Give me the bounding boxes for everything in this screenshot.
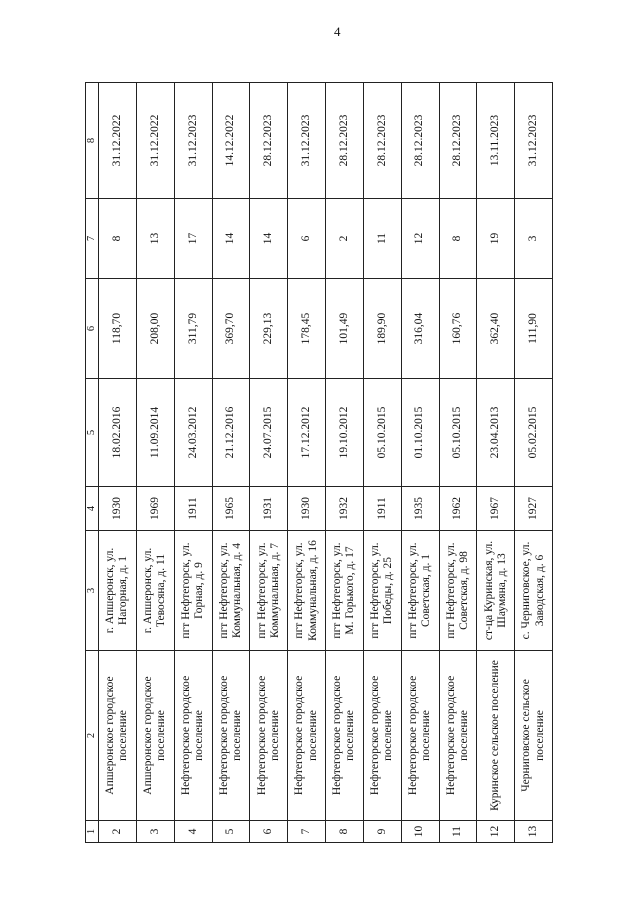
year-built-cell: 1927 <box>515 487 553 531</box>
row-number-cell: 2 <box>99 821 137 843</box>
resettlement-date-cell: 28.12.2023 <box>363 83 401 199</box>
table-header-row <box>86 83 99 843</box>
resettlement-date-cell: 28.12.2023 <box>439 83 477 199</box>
settlement-cell: Нефтегорское городское поселение <box>250 651 288 821</box>
address-cell: ст-ца Куринская, ул. Шаумяна, д. 13 <box>477 531 515 651</box>
area-cell: 189,90 <box>363 279 401 379</box>
year-built-cell: 1932 <box>326 487 364 531</box>
settlement-cell: Апшеронское городское поселение <box>99 651 137 821</box>
page-number: 4 <box>334 24 341 39</box>
area-cell: 362,40 <box>477 279 515 379</box>
settlement-cell: Нефтегорское городское поселение <box>439 651 477 821</box>
address-cell: пгт Нефтегорск, ул. Горная, д. 9 <box>174 531 212 651</box>
residents-cell: 19 <box>477 199 515 279</box>
year-built-cell: 1969 <box>136 487 174 531</box>
row-number-cell: 11 <box>439 821 477 843</box>
table-row <box>174 83 212 843</box>
row-number-cell: 9 <box>363 821 401 843</box>
residents-cell: 6 <box>288 199 326 279</box>
emergency-date-cell: 18.02.2016 <box>99 379 137 487</box>
settlement-cell: Нефтегорское городское поселение <box>401 651 439 821</box>
settlement-cell: Нефтегорское городское поселение <box>288 651 326 821</box>
emergency-date-cell: 19.10.2012 <box>326 379 364 487</box>
resettlement-date-cell: 14.12.2022 <box>212 83 250 199</box>
area-cell: 101,49 <box>326 279 364 379</box>
address-cell: пгт Нефтегорск, ул. Коммунальная, д. 16 <box>288 531 326 651</box>
emergency-date-cell: 21.12.2016 <box>212 379 250 487</box>
row-number-cell: 13 <box>515 821 553 843</box>
emergency-date-cell: 11.09.2014 <box>136 379 174 487</box>
emergency-date-cell: 05.02.2015 <box>515 379 553 487</box>
table-row <box>515 83 553 843</box>
address-cell: пгт Нефтегорск, ул. Коммунальная, д. 4 <box>212 531 250 651</box>
year-built-cell: 1967 <box>477 487 515 531</box>
resettlement-date-cell: 13.11.2023 <box>477 83 515 199</box>
residents-cell: 14 <box>250 199 288 279</box>
column-number-cell: 5 <box>86 379 99 487</box>
row-number-cell: 12 <box>477 821 515 843</box>
row-number-cell: 10 <box>401 821 439 843</box>
table-row <box>136 83 174 843</box>
resettlement-date-cell: 31.12.2022 <box>99 83 137 199</box>
table-row <box>363 83 401 843</box>
residents-cell: 8 <box>439 199 477 279</box>
row-number-cell: 8 <box>326 821 364 843</box>
row-number-cell: 3 <box>136 821 174 843</box>
column-number-cell: 7 <box>86 199 99 279</box>
emergency-date-cell: 05.10.2015 <box>363 379 401 487</box>
column-number-cell: 4 <box>86 487 99 531</box>
residents-cell: 2 <box>326 199 364 279</box>
resettlement-date-cell: 31.12.2022 <box>136 83 174 199</box>
address-cell: г. Апшеронск, ул. Нагорная, д. 1 <box>99 531 137 651</box>
emergency-date-cell: 01.10.2015 <box>401 379 439 487</box>
residents-cell: 8 <box>99 199 137 279</box>
settlement-cell: Куринское сельское поселение <box>477 651 515 821</box>
table-row <box>212 83 250 843</box>
area-cell: 208,00 <box>136 279 174 379</box>
row-number-cell: 4 <box>174 821 212 843</box>
table-row <box>401 83 439 843</box>
residents-cell: 13 <box>136 199 174 279</box>
year-built-cell: 1965 <box>212 487 250 531</box>
area-cell: 316,04 <box>401 279 439 379</box>
resettlement-date-cell: 28.12.2023 <box>326 83 364 199</box>
table-row <box>439 83 477 843</box>
column-number-cell: 3 <box>86 531 99 651</box>
year-built-cell: 1962 <box>439 487 477 531</box>
address-cell: пгт Нефтегорск, ул. Коммунальная, д. 7 <box>250 531 288 651</box>
residents-cell: 11 <box>363 199 401 279</box>
column-number-cell: 1 <box>86 821 99 843</box>
resettlement-date-cell: 31.12.2023 <box>515 83 553 199</box>
year-built-cell: 1930 <box>288 487 326 531</box>
settlement-cell: Черниговское сельское поселение <box>515 651 553 821</box>
area-cell: 229,13 <box>250 279 288 379</box>
settlement-cell: Нефтегорское городское поселение <box>212 651 250 821</box>
area-cell: 160,76 <box>439 279 477 379</box>
area-cell: 111,90 <box>515 279 553 379</box>
emergency-date-cell: 05.10.2015 <box>439 379 477 487</box>
area-cell: 311,79 <box>174 279 212 379</box>
year-built-cell: 1930 <box>99 487 137 531</box>
row-number-cell: 7 <box>288 821 326 843</box>
residents-cell: 14 <box>212 199 250 279</box>
column-number-cell: 6 <box>86 279 99 379</box>
area-cell: 178,45 <box>288 279 326 379</box>
address-cell: пгт Нефтегорск, ул. Победы, д. 25 <box>363 531 401 651</box>
resettlement-date-cell: 31.12.2023 <box>288 83 326 199</box>
row-number-cell: 6 <box>250 821 288 843</box>
settlement-cell: Нефтегорское городское поселение <box>326 651 364 821</box>
emergency-date-cell: 24.03.2012 <box>174 379 212 487</box>
area-cell: 369,70 <box>212 279 250 379</box>
year-built-cell: 1935 <box>401 487 439 531</box>
residents-cell: 17 <box>174 199 212 279</box>
address-cell: г. Апшеронск, ул. Тевосяна, д. 11 <box>136 531 174 651</box>
emergency-date-cell: 23.04.2013 <box>477 379 515 487</box>
settlement-cell: Нефтегорское городское поселение <box>174 651 212 821</box>
table-row <box>477 83 515 843</box>
table-row <box>326 83 364 843</box>
address-cell: пгт Нефтегорск, ул. Советская, д. 1 <box>401 531 439 651</box>
resettlement-date-cell: 28.12.2023 <box>401 83 439 199</box>
year-built-cell: 1911 <box>174 487 212 531</box>
address-cell: пгт Нефтегорск, ул. М. Горького, д. 17 <box>326 531 364 651</box>
address-cell: пгт Нефтегорск, ул. Советская, д. 98 <box>439 531 477 651</box>
year-built-cell: 1911 <box>363 487 401 531</box>
row-number-cell: 5 <box>212 821 250 843</box>
resettlement-date-cell: 31.12.2023 <box>174 83 212 199</box>
table-rotated-container <box>85 83 553 843</box>
table-row <box>99 83 137 843</box>
column-number-cell: 2 <box>86 651 99 821</box>
table-row <box>288 83 326 843</box>
resettlement-date-cell: 28.12.2023 <box>250 83 288 199</box>
settlement-cell: Апшеронское городское поселение <box>136 651 174 821</box>
column-number-cell: 8 <box>86 83 99 199</box>
emergency-date-cell: 17.12.2012 <box>288 379 326 487</box>
address-cell: с. Черниговское, ул. Заводская, д. 6 <box>515 531 553 651</box>
settlement-cell: Нефтегорское городское поселение <box>363 651 401 821</box>
residents-cell: 3 <box>515 199 553 279</box>
year-built-cell: 1931 <box>250 487 288 531</box>
housing-table <box>85 82 553 843</box>
emergency-date-cell: 24.07.2015 <box>250 379 288 487</box>
table-row <box>250 83 288 843</box>
area-cell: 118,70 <box>99 279 137 379</box>
residents-cell: 12 <box>401 199 439 279</box>
